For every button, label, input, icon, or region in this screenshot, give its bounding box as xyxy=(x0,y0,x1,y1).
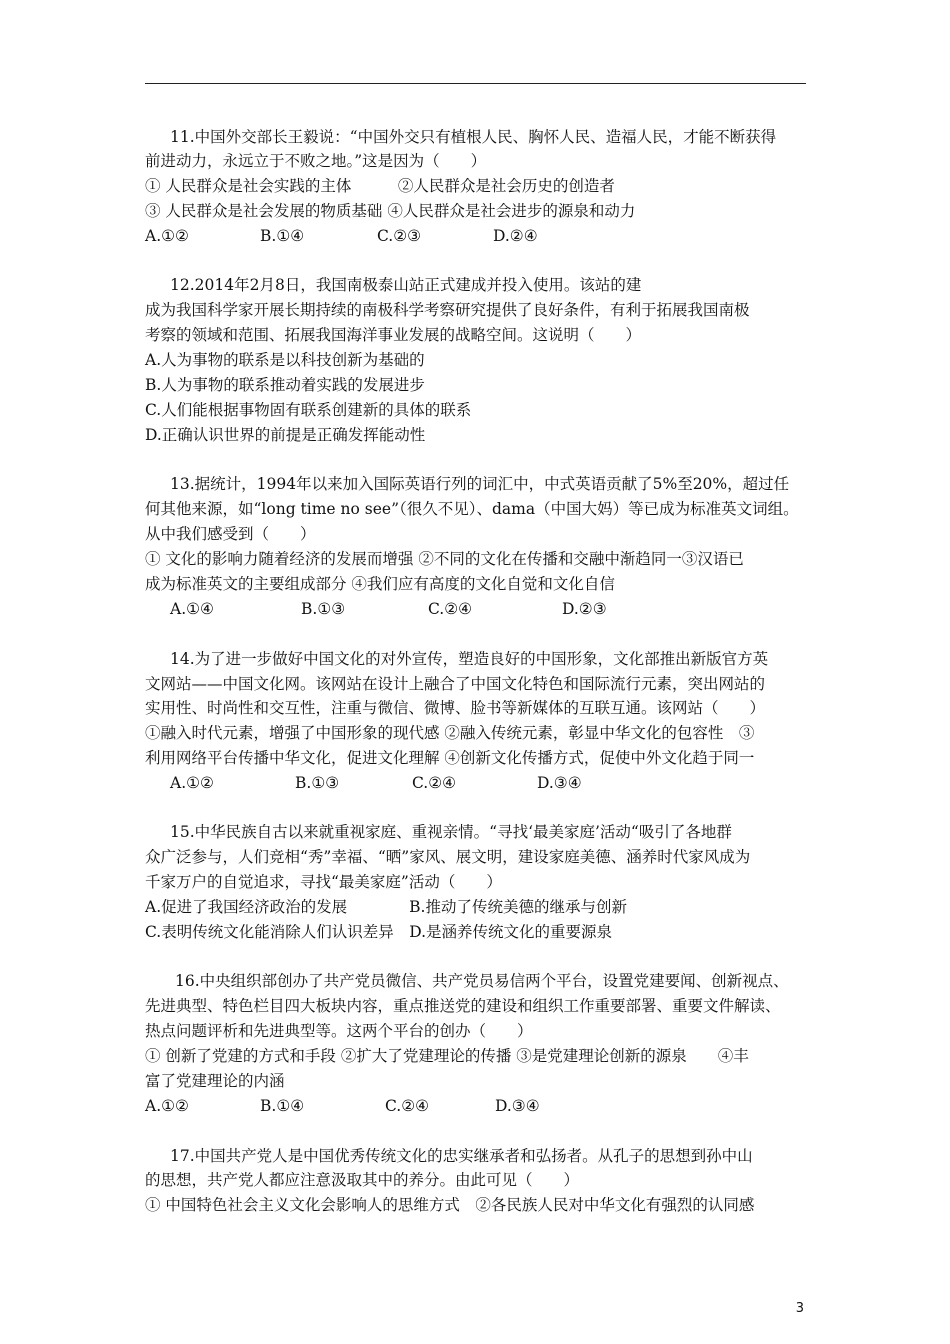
question-text: 考察的领域和范围、拓展我国海洋事业发展的战略空间。这说明（ ） xyxy=(145,326,642,344)
options-row: A.促进了我国经济政治的发展 B.推动了传统美德的继承与创新 xyxy=(145,898,627,916)
question-text: 15.中华民族自古以来就重视家庭、重视亲情。“寻找‘最美家庭’活动“吸引了各地群 xyxy=(170,823,732,841)
options-row: C.表明传统文化能消除人们认识差异 D.是涵养传统文化的重要源泉 xyxy=(145,923,613,941)
option-c: C.②③ xyxy=(377,227,422,245)
choice-statement: 成为标准英文的主要组成部分 ④我们应有高度的文化自觉和文化自信 xyxy=(145,575,615,593)
choice-statement: 富了党建理论的内涵 xyxy=(145,1072,285,1090)
question-text: 13.据统计，1994年以来加入国际英语行列的词汇中，中式英语贡献了5%至20%，超过任 xyxy=(170,475,790,493)
question-text: 先进典型、特色栏目四大板块内容，重点推送党的建设和组织工作重要部署、重要文件解读、 xyxy=(145,997,781,1015)
option-c: C.人们能根据事物固有联系创建新的具体的联系 xyxy=(145,401,472,419)
option-d: D.③④ xyxy=(495,1097,540,1115)
question-text: 实用性、时尚性和交互性，注重与微信、微博、脸书等新媒体的互联互通。该网站（ ） xyxy=(145,699,766,717)
option-d: D.②③ xyxy=(562,600,607,618)
option-d: D.正确认识世界的前提是正确发挥能动性 xyxy=(145,426,426,444)
question-text: 从中我们感受到（ ） xyxy=(145,525,316,543)
choice-statement: ①融入时代元素，增强了中国形象的现代感 ②融入传统元素，彰显中华文化的包容性 ③ xyxy=(145,724,755,742)
question-text: 17.中国共产党人是中国优秀传统文化的忠实继承者和弘扬者。从孔子的思想到孙中山 xyxy=(170,1147,753,1165)
question-text: 众广泛参与，人们竞相“秀”幸福、“晒”家风、展文明，建设家庭美德、涵养时代家风成为 xyxy=(145,848,751,866)
option-d: D.③④ xyxy=(537,774,582,792)
question-text: 16.中央组织部创办了共产党员微信、共产党员易信两个平台，设置党建要闻、创新视点、 xyxy=(175,972,789,990)
question-text: 14.为了进一步做好中国文化的对外宣传，塑造良好的中国形象，文化部推出新版官方英 xyxy=(170,650,769,668)
question-text: 何其他来源，如“long time no see”（很久不见）、dama（中国大妈）等已成为标准英文词组。 xyxy=(145,500,799,518)
question-text: 热点问题评析和先进典型等。这两个平台的创办（ ） xyxy=(145,1022,533,1040)
option-a: A.①④ xyxy=(170,600,214,618)
question-text: 11.中国外交部长王毅说：“中国外交只有植根人民、胸怀人民、造福人民，才能不断获得 xyxy=(170,128,777,146)
question-text: 文网站——中国文化网。该网站在设计上融合了中国文化特色和国际流行元素，突出网站的 xyxy=(145,675,766,693)
option-c: C.②④ xyxy=(385,1097,430,1115)
question-text: 前进动力，永远立于不败之地。”这是因为（ ） xyxy=(145,152,487,170)
choice-statement: ① 中国特色社会主义文化会影响人的思维方式 ②各民族人民对中华文化有强烈的认同感 xyxy=(145,1196,755,1214)
option-a: A.人为事物的联系是以科技创新为基础的 xyxy=(145,351,425,369)
question-text: 12.2014年2月8日，我国南极泰山站正式建成并投入使用。该站的建 xyxy=(170,276,642,294)
question-text: 的思想，共产党人都应注意汲取其中的养分。由此可见（ ） xyxy=(145,1171,580,1189)
header-rule xyxy=(145,83,806,84)
question-text: 千家万户的自觉追求，寻找“最美家庭”活动（ ） xyxy=(145,873,502,891)
option-b: B.①③ xyxy=(295,774,340,792)
option-a: A.①② xyxy=(145,1097,189,1115)
option-b: B.①④ xyxy=(260,1097,305,1115)
choice-statement: ③ 人民群众是社会发展的物质基础 ④人民群众是社会进步的源泉和动力 xyxy=(145,202,636,220)
option-a: A.①② xyxy=(145,227,189,245)
option-c: C.②④ xyxy=(412,774,457,792)
choice-statement: 利用网络平台传播中华文化，促进文化理解 ④创新文化传播方式，促使中外文化趋于同一 xyxy=(145,749,755,767)
option-b: B.①④ xyxy=(260,227,305,245)
option-d: D.②④ xyxy=(493,227,538,245)
option-a: A.①② xyxy=(170,774,214,792)
option-c: C.②④ xyxy=(428,600,473,618)
option-b: B.①③ xyxy=(301,600,346,618)
choice-statement: ① 文化的影响力随着经济的发展而增强 ②不同的文化在传播和交融中渐趋同一③汉语已 xyxy=(145,550,744,568)
option-b: B.人为事物的联系推动着实践的发展进步 xyxy=(145,376,425,394)
question-text: 成为我国科学家开展长期持续的南极科学考察研究提供了良好条件，有利于拓展我国南极 xyxy=(145,301,750,319)
choice-statement: ① 创新了党建的方式和手段 ②扩大了党建理论的传播 ③是党建理论创新的源泉 ④丰 xyxy=(145,1047,749,1065)
choice-statement: ① 人民群众是社会实践的主体 ②人民群众是社会历史的创造者 xyxy=(145,177,615,195)
page-number: 3 xyxy=(795,1301,804,1316)
